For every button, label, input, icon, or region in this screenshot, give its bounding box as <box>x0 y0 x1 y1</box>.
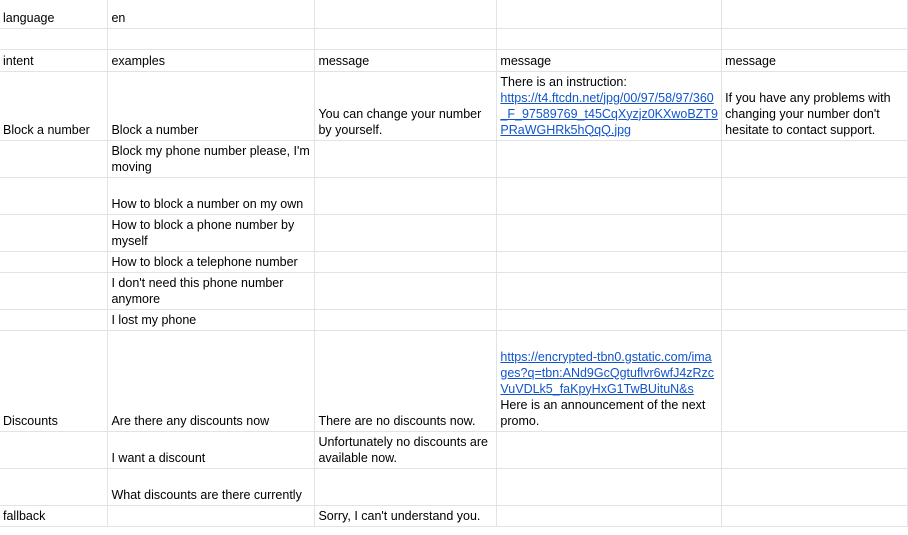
cell-empty[interactable] <box>497 251 722 272</box>
cell-empty[interactable] <box>315 28 497 49</box>
cell-empty[interactable] <box>315 214 497 251</box>
cell-message[interactable]: Sorry, I can't understand you. <box>315 505 497 526</box>
sheet-row <box>0 431 908 468</box>
sheet-header-row <box>0 49 908 71</box>
cell-empty[interactable] <box>0 431 108 468</box>
cell-empty[interactable] <box>0 309 108 330</box>
sheet-row <box>0 0 908 28</box>
cell-example[interactable]: Block my phone number please, I'm moving <box>108 140 315 177</box>
cell-empty[interactable] <box>497 468 722 505</box>
cell-empty[interactable] <box>497 272 722 309</box>
cell-example[interactable]: What discounts are there currently <box>108 468 315 505</box>
cell-message[interactable]: You can change your number by yourself. <box>315 71 497 140</box>
sheet-row <box>0 28 908 49</box>
cell-message-with-link[interactable] <box>497 71 722 140</box>
cell-empty[interactable] <box>0 251 108 272</box>
cell-example[interactable]: Block a number <box>108 71 315 140</box>
cell-empty[interactable] <box>497 177 722 214</box>
cell-empty[interactable] <box>315 272 497 309</box>
cell-empty[interactable] <box>497 140 722 177</box>
instruction-link[interactable]: https://t4.ftcdn.net/jpg/00/97/58/97/360_F_97589769_t45CqXyzjz0KXwoBZT9PRaWGHRk5hQqQ.jpg <box>500 90 718 137</box>
cell-empty[interactable] <box>722 140 908 177</box>
cell-empty[interactable] <box>0 140 108 177</box>
header-intent[interactable]: intent <box>0 49 108 71</box>
cell-empty[interactable] <box>108 28 315 49</box>
cell-message[interactable]: Unfortunately no discounts are available now. <box>315 431 497 468</box>
cell-empty[interactable] <box>315 140 497 177</box>
cell-message[interactable]: If you have any problems with changing your number don't hesitate to contact support. <box>722 71 908 140</box>
cell-empty[interactable] <box>315 309 497 330</box>
cell-example[interactable]: I want a discount <box>108 431 315 468</box>
sheet-row <box>0 505 908 526</box>
cell-example[interactable]: How to block a number on my own <box>108 177 315 214</box>
cell-language-value[interactable]: en <box>108 0 315 28</box>
cell-example[interactable]: How to block a telephone number <box>108 251 315 272</box>
announcement-link[interactable]: https://encrypted-tbn0.gstatic.com/images?q=tbn:ANd9GcQgtuflvr6wfJ4zRzcVuVDLk5_faKpyHxG1TwBUituN&s <box>500 349 715 396</box>
sheet-row <box>0 71 908 140</box>
header-examples[interactable]: examples <box>108 49 315 71</box>
sheet-row <box>0 468 908 505</box>
header-message[interactable]: message <box>315 49 497 71</box>
cell-empty[interactable] <box>722 431 908 468</box>
sheet-row <box>0 272 908 309</box>
sheet-row <box>0 251 908 272</box>
cell-intent[interactable]: Block a number <box>0 71 108 140</box>
cell-empty[interactable] <box>0 468 108 505</box>
cell-empty[interactable] <box>722 505 908 526</box>
cell-empty[interactable] <box>108 505 315 526</box>
cell-empty[interactable] <box>497 214 722 251</box>
sheet-row <box>0 214 908 251</box>
cell-empty[interactable] <box>722 309 908 330</box>
cell-intent[interactable]: Discounts <box>0 330 108 431</box>
cell-empty[interactable] <box>315 468 497 505</box>
sheet-row <box>0 177 908 214</box>
cell-message[interactable]: There are no discounts now. <box>315 330 497 431</box>
sheet-row <box>0 309 908 330</box>
cell-empty[interactable] <box>497 0 722 28</box>
cell-empty[interactable] <box>722 177 908 214</box>
cell-empty[interactable] <box>722 251 908 272</box>
cell-empty[interactable] <box>497 309 722 330</box>
cell-language-label[interactable]: language <box>0 0 108 28</box>
header-message[interactable]: message <box>722 49 908 71</box>
cell-intent[interactable]: fallback <box>0 505 108 526</box>
cell-empty[interactable] <box>315 251 497 272</box>
sheet-row <box>0 140 908 177</box>
cell-empty[interactable] <box>0 28 108 49</box>
cell-empty[interactable] <box>722 0 908 28</box>
cell-empty[interactable] <box>722 28 908 49</box>
cell-message-text: Here is an announcement of the next promo. <box>500 397 706 428</box>
sheet-row <box>0 330 908 431</box>
cell-empty[interactable] <box>722 214 908 251</box>
cell-message-text: There is an instruction: <box>500 74 627 89</box>
cell-empty[interactable] <box>722 468 908 505</box>
cell-empty[interactable] <box>497 28 722 49</box>
cell-empty[interactable] <box>0 272 108 309</box>
cell-empty[interactable] <box>722 272 908 309</box>
cell-empty[interactable] <box>497 431 722 468</box>
cell-empty[interactable] <box>722 330 908 431</box>
cell-example[interactable]: Are there any discounts now <box>108 330 315 431</box>
cell-empty[interactable] <box>497 505 722 526</box>
cell-example[interactable]: How to block a phone number by myself <box>108 214 315 251</box>
cell-empty[interactable] <box>0 214 108 251</box>
cell-empty[interactable] <box>0 177 108 214</box>
cell-empty[interactable] <box>315 177 497 214</box>
cell-empty[interactable] <box>315 0 497 28</box>
cell-example[interactable]: I lost my phone <box>108 309 315 330</box>
cell-message-with-link[interactable] <box>497 330 722 431</box>
header-message[interactable]: message <box>497 49 722 71</box>
cell-example[interactable]: I don't need this phone number anymore <box>108 272 315 309</box>
